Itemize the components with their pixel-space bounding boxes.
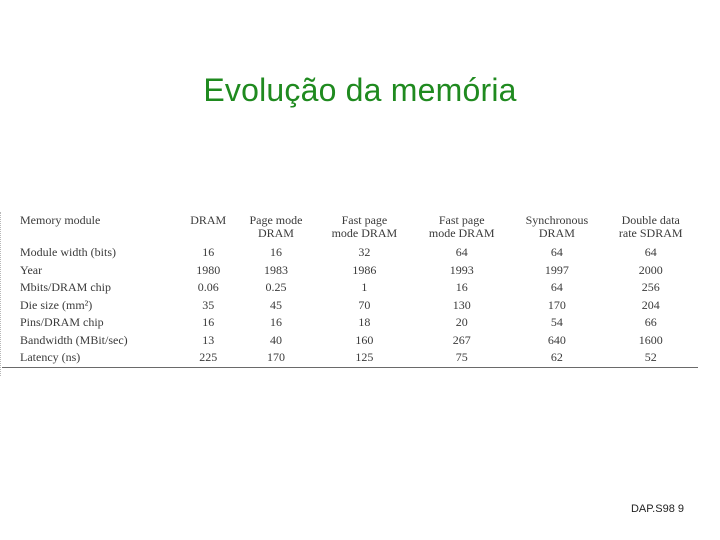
table-cell: 13 [202,332,215,347]
table-cell: 125 [316,349,413,367]
column-header-ddr-sdram: Double data rate SDRAM [618,213,683,240]
table-cell: 170 [236,349,316,367]
table-cell: 640 [547,332,566,347]
table-row [2,262,698,280]
table-cell: 52 [603,349,698,367]
row-label: Module width (bits) [20,245,116,260]
table-cell: 1600 [638,332,663,347]
table-cell: 1983 [263,262,288,277]
table-row [2,297,698,315]
slide-footer: DAP.S98 9 [630,503,684,515]
table-cell: 225 [180,349,236,367]
table-cell: 1 [361,280,368,295]
table-cell: 1993 [449,262,474,277]
table-row [2,349,698,367]
row-label: Latency (ns) [2,349,180,367]
table-cell: 130 [452,297,471,312]
table-cell: 64 [550,280,563,295]
table-body [2,244,698,367]
column-header-fast-page-mode-dram-2: Fast page mode DRAM [428,213,495,240]
table-cell: 18 [358,315,371,330]
table-cell: 170 [547,297,566,312]
column-header-memory-module: Memory module [20,213,101,227]
table-row [2,279,698,297]
table-cell: 16 [455,280,468,295]
table-cell: 62 [510,349,603,367]
column-header-synchronous-dram: Synchronous DRAM [525,213,589,240]
row-label: Bandwidth (MBit/sec) [20,332,128,347]
table-cell: 256 [641,280,660,295]
table-cell: 16 [202,315,215,330]
column-header-page-mode-dram: Page mode DRAM [249,213,303,240]
table-cell: 16 [202,245,215,260]
row-label: Die size (mm²) [20,297,93,312]
table-cell: 70 [358,297,371,312]
memory-evolution-table [2,212,698,368]
table-header [2,212,698,244]
table-cell: 45 [269,297,282,312]
row-label: Mbits/DRAM chip [20,280,112,295]
column-header-fast-page-mode-dram-1: Fast page mode DRAM [331,213,398,240]
table-cell: 267 [452,332,471,347]
row-label: Year [20,262,43,277]
table-cell: 16 [269,245,282,260]
column-header-dram: DRAM [190,213,227,227]
memory-evolution-table-wrapper [0,212,700,368]
table-cell: 54 [550,315,563,330]
table-cell: 0.06 [197,280,219,295]
table-cell: 40 [269,332,282,347]
table-row [2,244,698,262]
table-cell: 64 [455,245,468,260]
table-cell: 2000 [638,262,663,277]
table-cell: 64 [644,245,657,260]
table-cell: 1980 [196,262,221,277]
table-cell: 66 [644,315,657,330]
table-cell: 0.25 [265,280,287,295]
table-cell: 64 [550,245,563,260]
row-label: Pins/DRAM chip [20,315,104,330]
table-cell: 20 [455,315,468,330]
table-cell: 35 [202,297,215,312]
table-cell: 160 [355,332,374,347]
table-cell: 16 [269,315,282,330]
table-cell: 32 [358,245,371,260]
table-row [2,332,698,350]
table-cell: 1986 [352,262,377,277]
table-cell: 75 [413,349,510,367]
header-row [2,212,698,244]
table-row [2,314,698,332]
slide-title: Evolução da memória [203,72,517,108]
table-cell: 1997 [544,262,569,277]
table-cell: 204 [641,297,660,312]
